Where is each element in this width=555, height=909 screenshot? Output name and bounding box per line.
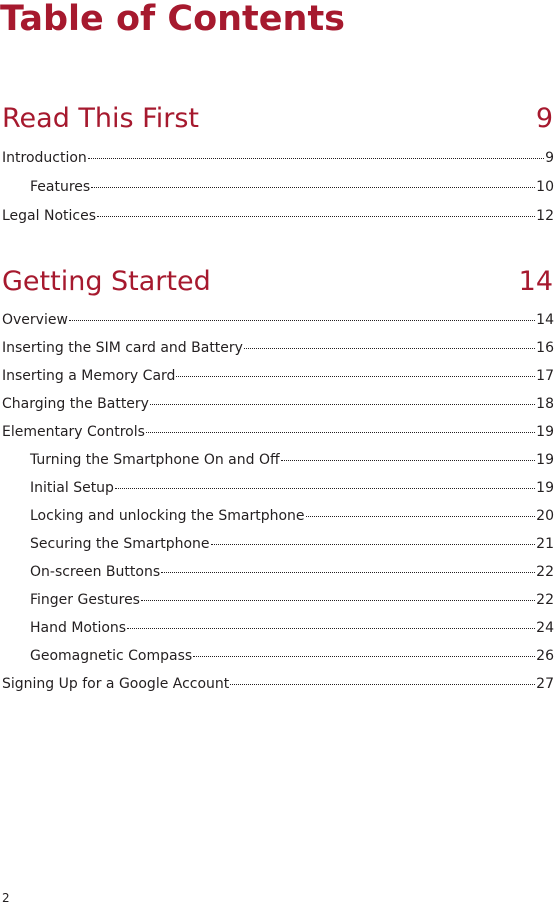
dot-leader [306,516,536,517]
toc-entry-charging-battery[interactable] [0,392,555,416]
entry-page-number: 19 [536,452,554,468]
toc-section-getting-started [0,262,555,692]
entry-page-number: 9 [545,150,554,166]
entry-page-number: 12 [536,208,554,224]
page-number: 2 [2,891,10,905]
toc-title: Table of Contents [0,0,346,39]
toc-entry-introduction[interactable] [0,146,555,170]
dot-leader [244,348,535,349]
entry-page-number: 26 [536,648,554,664]
entry-title: Elementary Controls [2,424,145,440]
entry-page-number: 14 [536,312,554,328]
toc-entry-geomagnetic-compass[interactable] [0,644,555,668]
entry-title: Securing the Smartphone [30,536,210,552]
toc-entry-hand-motions[interactable] [0,616,555,640]
entry-title: Introduction [2,150,87,166]
entry-page-number: 22 [536,564,554,580]
section-heading[interactable] [0,99,555,139]
entry-page-number: 19 [536,424,554,440]
dot-leader [161,572,535,573]
entry-title: Inserting a Memory Card [2,368,176,384]
dot-leader [88,158,544,159]
dot-leader [69,320,535,321]
entry-page-number: 21 [536,536,554,552]
toc-entry-legal-notices[interactable] [0,204,555,228]
toc-entry-securing-smartphone[interactable] [0,532,555,556]
toc-entry-on-screen-buttons[interactable] [0,560,555,584]
section-title: Read This First [2,103,200,134]
entry-page-number: 10 [536,179,554,195]
dot-leader [97,216,535,217]
entry-page-number: 24 [536,620,554,636]
entry-page-number: 27 [536,676,554,692]
dot-leader [115,488,535,489]
dot-leader [193,656,535,657]
toc-entry-inserting-sim-battery[interactable] [0,336,555,360]
entry-title: Initial Setup [30,480,114,496]
entry-title: Overview [2,312,68,328]
entry-page-number: 22 [536,592,554,608]
section-heading[interactable] [0,262,555,302]
entry-title: Signing Up for a Google Account [2,676,230,692]
entry-page-number: 17 [536,368,554,384]
toc-entry-finger-gestures[interactable] [0,588,555,612]
dot-leader [146,432,535,433]
entry-title: Finger Gestures [30,592,140,608]
dot-leader [230,684,535,685]
entry-title: Charging the Battery [2,396,149,412]
section-title: Getting Started [2,266,211,297]
toc-entry-features[interactable] [0,175,555,199]
toc-entry-google-account[interactable] [0,672,555,696]
entry-page-number: 20 [536,508,554,524]
section-page-number: 9 [535,103,553,134]
toc-entry-elementary-controls[interactable] [0,420,555,444]
entry-title: Geomagnetic Compass [30,648,193,664]
entry-title: Legal Notices [2,208,96,224]
dot-leader [141,600,535,601]
section-page-number: 14 [518,266,553,297]
dot-leader [281,460,536,461]
entry-page-number: 16 [536,340,554,356]
toc-entry-initial-setup[interactable] [0,476,555,500]
dot-leader [91,187,535,188]
entry-title: Turning the Smartphone On and Off [30,452,280,468]
entry-title: Inserting the SIM card and Battery [2,340,243,356]
entry-page-number: 19 [536,480,554,496]
toc-entry-turning-on-off[interactable] [0,448,555,472]
toc-entry-locking-unlocking[interactable] [0,504,555,528]
toc-section-read-this-first [0,99,555,224]
toc-entry-inserting-memory-card[interactable] [0,364,555,388]
entry-title: Features [30,179,91,195]
entry-title: Locking and unlocking the Smartphone [30,508,305,524]
toc-entry-overview[interactable] [0,308,555,332]
entry-page-number: 18 [536,396,554,412]
entry-title: Hand Motions [30,620,127,636]
dot-leader [150,404,535,405]
dot-leader [176,376,535,377]
dot-leader [211,544,536,545]
dot-leader [127,628,535,629]
entry-title: On-screen Buttons [30,564,161,580]
